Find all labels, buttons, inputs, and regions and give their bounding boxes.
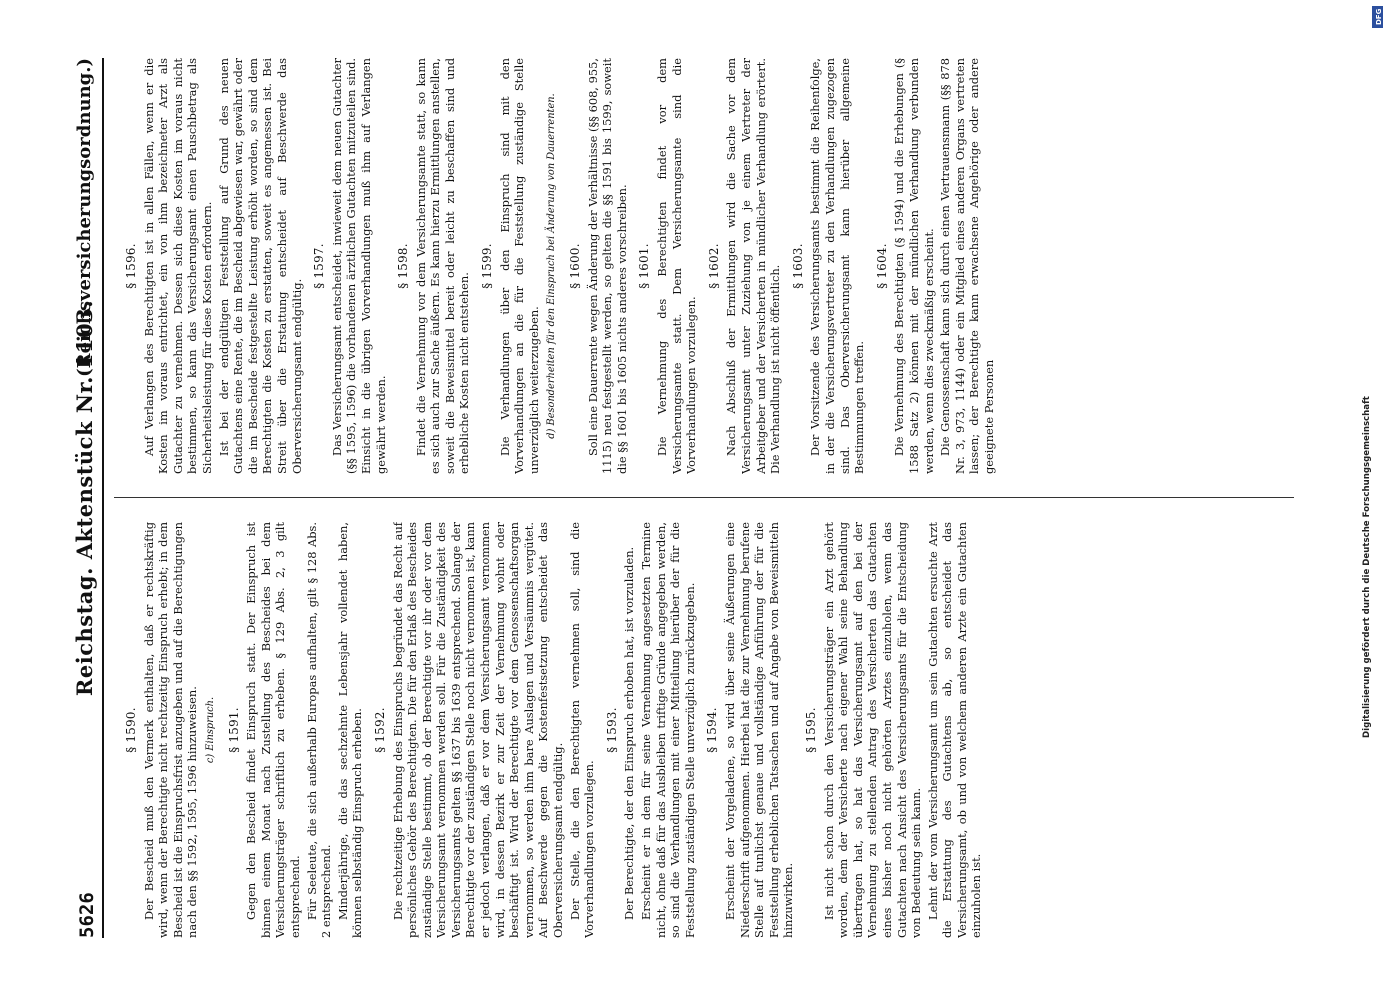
section-heading: § 1594. [705,707,720,753]
paragraph: Die rechtzeitige Erhebung des Einspruchs begründet das Recht auf persönliches Gehör des Berechtigten. Die für den Erlaß des Bescheides zuständige Stelle bestimmt, ob der Berechtigte vor ihr oder vor dem Versicherungsamt vernommen werden soll. Für die Zuständigkeit des Versicherungsamts gelten §§ 1637 bis 1639 entsprechend. Solange der Berechtigte vor der zuständigen Stelle noch nicht vernommen ist, kann er jedoch verlangen, daß er vor dem Versicherungsamt vernommen wird, in dessen Bezirk er zur Zeit der Vernehmung wohnt oder beschäftigt ist. Wird der Berechtigte vor dem Genossenschaftsorgan vernommen, so werden ihm bare Auslagen und Versäumnis vergütet. Auf Beschwerde gegen die Kostenfestsetzung entscheidet das Oberversicherungsamt endgültig. [390,522,566,938]
paragraph: Die Vernehmung des Berechtigten (§ 1594) und die Erhebungen (§ 1588 Satz 2) können mit der mündlichen Verhandlung verbunden werden, wenn dies zweckmäßig erscheint. [892,58,936,474]
paragraph: Lehnt der vom Versicherungsamt um sein Gutachten ersuchte Arzt die Erstattung des Gutachtens ab, so entscheidet das Versicherungsamt, ob und von welchem anderen Arzte ein Gutachten einzuholen ist. [925,522,984,938]
paragraph: Erscheint der Vorgeladene, so wird über seine Äußerungen eine Niederschrift aufgenommen. Hierbei hat die zur Vernehmung berufene Stelle auf tunlichst genaue und vollständige Anführung der für die Feststellung erheblichen Tatsachen und auf Angabe von Beweismitteln hinzuwirken. [722,522,796,938]
paragraph: Minderjährige, die das sechzehnte Lebensjahr vollendet haben, können selbständig Einspruch erheben. [335,522,365,938]
paragraph: Nach Abschluß der Ermittlungen wird die Sache vor dem Versicherungsamt unter Zuziehung von je einem Vertreter der Arbeitgeber und der Versicherten in mündlicher Verhandlung erörtert. Die Verhandlung ist nicht öffentlich. [724,58,783,474]
subsection-heading: c) Einspruch. [204,696,216,764]
paragraph: Findet die Vernehmung vor dem Versicherungsamte statt, so kann es sich auch zur Sache äußern. Es kann hierzu Ermittlungen anstellen, soweit die Beweismittel bereit oder leicht zu beschaffen sind und erhebliche Kosten nicht entstehen. [413,58,472,474]
paragraph: Ist bei der endgültigen Feststellung auf Grund des neuen Gutachtens eine Rente, die im Bescheid abgewiesen war, gewährt oder die im Bescheide festgestellte Leistung erhöht worden, so sind dem Berechtigten die Kosten zu erstatten, soweit es angemessen ist. Bei Streit über die Erstattung entscheidet auf Beschwerde das Oberversicherungsamt endgültig. [216,58,304,474]
section-heading: § 1593. [604,707,619,753]
paragraph: Auf Verlangen des Berechtigten ist in allen Fällen, wenn er die Kosten im voraus entrichtet, ein von ihm bezeichneter Arzt als Gutachter zu vernehmen. Dessen sich diese Kosten im voraus nicht bestimmen, so kann das Versicherungsamt einen Pauschbetrag als Sicherheitsleistung für diese Kosten erfordern. [141,58,214,474]
section-heading: § 1599. [480,243,495,289]
paragraph: Soll eine Dauerrente wegen Änderung der Verhältnisse (§§ 608, 955, 1115) neu festgestellt werden, so gelten die §§ 1591 bis 1599, soweit die §§ 1601 bis 1605 nichts anderes vorschreiben. [585,58,629,474]
paragraph: Der Bescheid muß den Vermerk enthalten, daß er rechtskräftig wird, wenn der Berechtigte nicht rechtzeitig Einspruch erhebt; in dem Bescheid ist die Einspruchsfrist anzugeben und auf die Berechtigungen nach den §§ 1592, 1595, 1596 hinzuweisen. [141,522,200,938]
paragraph: Die Genossenschaft kann sich durch einen Vertrauensmann (§§ 878 Nr. 3, 973, 1144) oder ein Mitglied eines anderen Organs vertreten lassen; der Berechtigte kann erwachsene Angehörige oder andere geeignete Personen [938,58,996,474]
page-number: 5626 [76,892,98,938]
section-heading: § 1597. [312,243,327,289]
section-heading: § 1592. [372,707,387,753]
paragraph: Der Berechtigte, der den Einspruch erhoben hat, ist vorzuladen. [622,546,637,920]
section-heading: § 1595. [803,707,818,753]
page-header [70,58,104,938]
section-heading: § 1591. [226,707,241,753]
section-heading: § 1598. [396,243,411,289]
dfg-logo: DFG [1372,6,1383,28]
digitization-note: Digitalisierung gefördert durch die Deutsche Forschungsgemeinschaft [1362,396,1372,738]
column-divider [114,497,1294,498]
paragraph: Der Vorsitzende des Versicherungsamts bestimmt die Reihenfolge, in der die Versicherungsvertreter zu den Verhandlungen zugezogen sind. Das Oberversicherungsamt kann hierüber allgemeine Bestimmungen treffen. [808,58,867,474]
paragraph: Das Versicherungsamt entscheidet, inwieweit dem neuen Gutachter (§§ 1595, 1596) die vorhandenen ärztlichen Gutachten mitzuteilen sind. Einsicht in die übrigen Vorverhandlungen muß ihm auf Verlangen gewährt werden. [329,58,388,474]
paragraph: Der Stelle, die den Berechtigten vernehmen soll, sind die Vorverhandlungen vorzulegen. [567,522,597,938]
document-reference: Reichstag. Aktenstück Nr. 1103. [72,299,97,697]
document-page [70,58,1315,938]
section-heading: § 1590. [124,707,138,753]
section-heading: § 1596. [124,243,138,289]
section-heading: § 1600. [568,243,583,289]
paragraph: Die Verhandlungen über den Einspruch sind mit den Vorverhandlungen an die für die Feststellung zuständige Stelle unverzüglich weiterzugeben. [497,58,541,474]
section-heading: § 1601. [637,243,652,289]
paragraph: Gegen den Bescheid findet Einspruch statt. Der Einspruch ist binnen einem Monat nach Zustellung des Bescheides bei dem Versicherungsträger schriftlich zu erheben. § 129 Abs. 2, 3 gilt entsprechend. [244,522,302,938]
law-title: (Reichsversicherungsordnung.) [74,58,95,377]
section-heading: § 1602. [706,243,721,289]
left-column [116,522,1306,938]
paragraph: Die Vernehmung des Berechtigten findet vor dem Versicherungsamte statt. Dem Versicherungsamte sind die Vorverhandlungen vorzulegen. [655,58,699,474]
paragraph: Erscheint er in dem für seine Vernehmung angesetzten Termine nicht, ohne daß für das Ausbleiben triftige Gründe angegeben werden, so sind die Verhandlungen mit einer Mitteilung hierüber der für die Feststellung zuständigen Stelle unverzüglich zurückzugeben. [639,522,697,938]
section-heading: § 1604. [874,243,889,289]
subsection-heading: d) Besonderheiten für den Einspruch bei Änderung von Dauerrenten. [546,93,558,439]
section-heading: § 1603. [790,243,805,289]
header-rule [102,58,104,938]
paragraph: Ist nicht schon durch den Versicherungsträger ein Arzt gehört worden, dem der Versicherte nach eigener Wahl seine Behandlung übertragen hat, so hat das Versicherungsamt auf den bei der Vernehmung zu stellenden Antrag des Versicherten das Gutachten eines bisher noch nicht gehörten Arztes einzuholen, wenn das Gutachten nach Ansicht des Versicherungsamts für die Entscheidung von Bedeutung sein kann. [821,522,924,938]
right-column [116,58,1306,474]
paragraph: Für Seeleute, die sich außerhalb Europas aufhalten, gilt § 128 Abs. 2 entsprechend. [304,522,334,938]
